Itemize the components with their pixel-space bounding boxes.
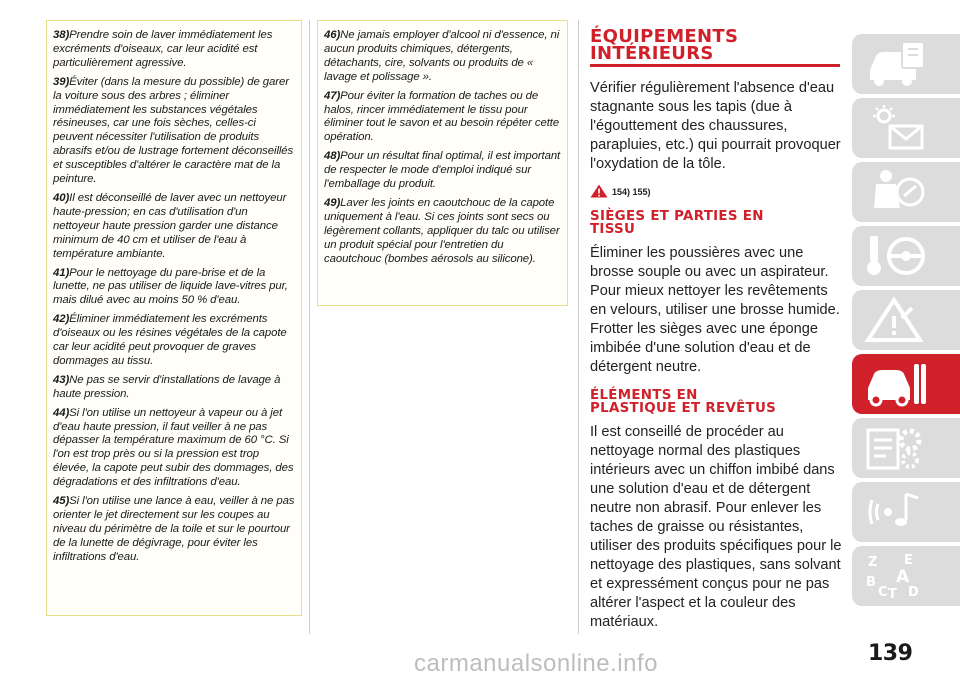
seats-paragraph: Éliminer les poussières avec une brosse souple ou avec un aspirateur. Pour mieux nettoyer les revêtements en velours, utiliser une brosse humide. Frotter les sièges avec une éponge imbibée d'une solution d'eau et de détergent neutre. bbox=[590, 245, 840, 375]
warning-reference bbox=[590, 184, 842, 198]
note-39: 39)Éviter (dans la mesure du possible) de garer la voiture sous des arbres ; éliminer immédiatement les substances végétales résineuses, car une fois sèches, celles-ci peuvent nécessiter l'utilisation de produits abrasifs et/ou de lustrage fortement déconseillés et susceptibles d'altérer le caractère mat de la peinture. bbox=[53, 75, 294, 186]
note-43: 43)Ne pas se servir d'installations de lavage à haute pression. bbox=[53, 373, 281, 400]
notes-box-middle bbox=[317, 20, 568, 306]
index-letter: B bbox=[866, 575, 876, 590]
page-number: 139 bbox=[868, 641, 913, 666]
tab-emergency[interactable] bbox=[852, 290, 960, 350]
column-divider bbox=[309, 20, 310, 634]
index-letter: D bbox=[908, 585, 919, 600]
section-title-main: ÉQUIPEMENTS INTÉRIEURS bbox=[590, 26, 739, 64]
note-42: 42)Éliminer immédiatement les excréments d'oiseaux ou les résines végétales de la capote car leur acidité peut provoquer de graves dommages au tissu. bbox=[53, 313, 287, 367]
title-underline bbox=[590, 64, 840, 67]
multimedia-icon bbox=[864, 488, 928, 536]
note-47: 47)Pour éviter la formation de taches ou de halos, rincer immédiatement le tissu pour éliminer tout le savon et au besoin répéter cette opération. bbox=[324, 89, 560, 144]
note-48: 48)Pour un résultat final optimal, il est important de respecter le mode d'emploi indiqué sur l'emballage du produit. bbox=[324, 150, 561, 191]
watermark: carmanualsonline.info bbox=[414, 650, 658, 677]
index-letter: T bbox=[888, 587, 897, 600]
tab-multimedia[interactable] bbox=[852, 482, 960, 542]
warning-triangle-icon bbox=[864, 296, 928, 344]
alphabetical-index-icon bbox=[864, 552, 928, 600]
tab-maintenance[interactable] bbox=[852, 354, 960, 414]
chapter-tabs bbox=[852, 34, 960, 610]
note-41: 41)Pour le nettoyage du pare-brise et de la lunette, ne pas utiliser de liquide lave-vitres pur, mais dilué avec au moins 50 % d'eau. bbox=[53, 266, 288, 307]
warning-triangle-icon bbox=[590, 184, 608, 198]
intro-paragraph: Vérifier régulièrement l'absence d'eau stagnante sous les tapis (due à l'égouttement des chaussures, parapluies, etc.) qui pourrait provoquer l'oxydation de la tôle. bbox=[590, 80, 841, 172]
note-46: 46)Ne jamais employer d'alcool ni d'essence, ni aucun produits chimiques, détergents, détachants, cire, solvants ou produits de « lavage et polissage ». bbox=[324, 29, 560, 83]
section-title-seats: SIÈGES ET PARTIES EN TISSU bbox=[590, 209, 764, 237]
main-content-column bbox=[590, 28, 842, 632]
tab-index[interactable] bbox=[852, 546, 960, 606]
column-divider bbox=[578, 20, 579, 634]
tab-starting-driving[interactable] bbox=[852, 226, 960, 286]
dashboard-lights-icon bbox=[864, 104, 928, 152]
index-letter: Z bbox=[868, 555, 878, 570]
car-maintenance-icon bbox=[864, 360, 928, 408]
plastics-paragraph: Il est conseillé de procéder au nettoyage normal des plastiques intérieurs avec un chiffon imbibé dans une solution d'eau et de détergent neutre non abrasif. Pour enlever les taches de graisse ou résistantes, utiliser des produits spécifiques pour le nettoyage des plastiques, sans solvant et expressément conçus pour ne pas altérer l'aspect et la couleur des matériaux. bbox=[590, 424, 842, 630]
index-letter: E bbox=[904, 553, 913, 568]
note-38: 38)Prendre soin de laver immédiatement les excréments d'oiseaux, car leur acidité est particulièrement agressive. bbox=[53, 29, 273, 69]
index-letter: A bbox=[896, 567, 910, 587]
tab-car-info[interactable] bbox=[852, 34, 960, 94]
key-steering-icon bbox=[864, 232, 928, 280]
notes-box-left bbox=[46, 20, 302, 616]
note-44: 44)Si l'on utilise un nettoyeur à vapeur ou à jet d'eau haute pression, il faut veiller à ne pas dépasser la température maximum de 60 °C. Si l'on est trop près ou si la pression est trop élevée, la capote peut subir des dommages, des dégradations et des infiltrations d'eau. bbox=[53, 406, 294, 489]
car-info-icon bbox=[864, 40, 928, 88]
tab-specifications[interactable] bbox=[852, 418, 960, 478]
index-letter: C bbox=[878, 585, 888, 600]
note-45: 45)Si l'on utilise une lance à eau, veiller à ne pas orienter le jet directement sur les coupes au niveau du périmètre de la toile et sur le pourtour de la lunette de dégivrage, pour éviter les infiltrations d'eau. bbox=[53, 495, 295, 563]
specs-gear-icon bbox=[864, 424, 928, 472]
warning-refs: 154) 155) bbox=[612, 187, 651, 197]
section-title-plastics: ÉLÉMENTS EN PLASTIQUE ET REVÊTUS bbox=[590, 388, 777, 416]
seat-belt-airbag-icon bbox=[864, 168, 928, 216]
note-49: 49)Laver les joints en caoutchouc de la capote uniquement à l'eau. Si ces joints sont secs ou légèrement collants, appliquer du talc ou utiliser un produit spécial pour l'entretien du caoutchouc (bombes aérosols au silicone). bbox=[324, 196, 560, 265]
note-40: 40)Il est déconseillé de laver avec un nettoyeur haute-pression; en cas d'utilisation d'un nettoyeur haute pression garder une distance minimum de 40 cm et utiliser de l'eau à température ambiante. bbox=[53, 191, 287, 260]
tab-dashboard-lights[interactable] bbox=[852, 98, 960, 158]
tab-safety[interactable] bbox=[852, 162, 960, 222]
